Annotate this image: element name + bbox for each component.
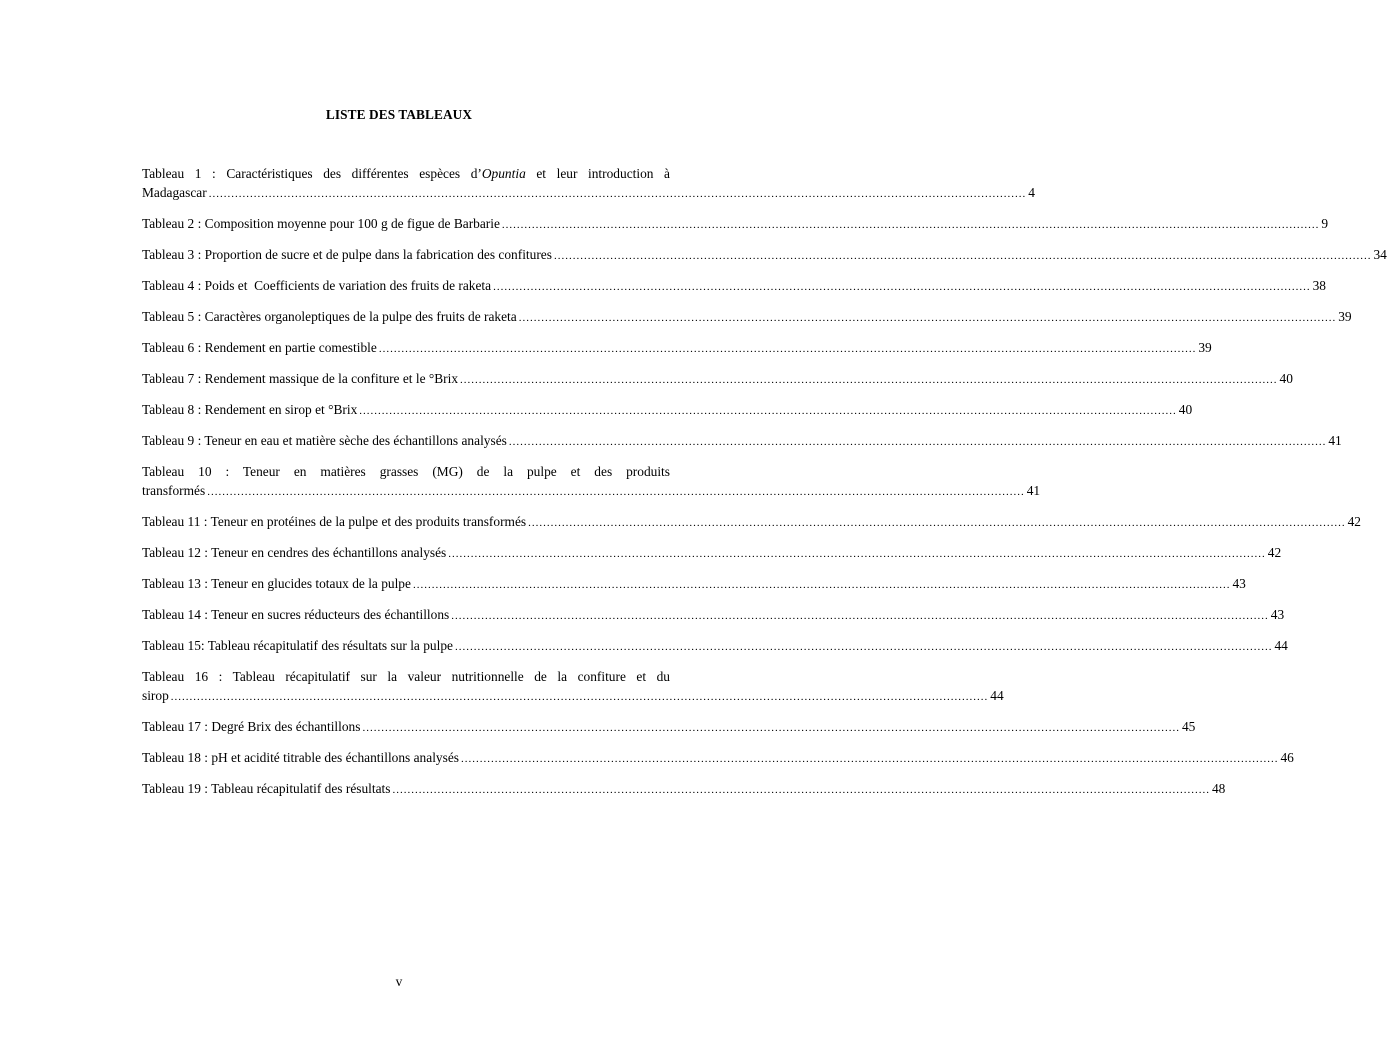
dot-leader: .......................................................................................................................................................................................................................... — [392, 784, 1210, 796]
genus-name: Opuntia — [481, 166, 526, 181]
toc-entry-text: Tableau 4 : Poids et Coefficients de variation des fruits de raketa — [142, 278, 492, 293]
dot-leader: .......................................................................................................................................................................................................................... — [518, 312, 1337, 324]
toc-entry-text: transformés — [142, 483, 206, 498]
dot-leader: .......................................................................................................................................................................................................................... — [207, 486, 1025, 498]
toc-entry-tableau-13[interactable] — [142, 574, 1246, 595]
toc-entry-tableau-6[interactable] — [142, 338, 1212, 359]
toc-page-number: 41 — [1026, 483, 1041, 498]
dot-leader: .......................................................................................................................................................................................................................... — [448, 548, 1266, 560]
toc-page-number: 39 — [1198, 340, 1212, 355]
toc-entry-text: Tableau 11 : Teneur en protéines de la pulpe et des produits transformés — [142, 514, 527, 529]
toc-page-number: 43 — [1270, 607, 1285, 622]
toc-page-number: 43 — [1232, 576, 1246, 591]
toc-entry-tableau-16[interactable] — [142, 667, 1004, 707]
toc-entry-first-line: Tableau 16 : Tableau récapitulatif sur la valeur nutritionnelle de la confiture et du — [142, 669, 670, 684]
dot-leader: .......................................................................................................................................................................................................................... — [460, 753, 1279, 765]
toc-page-number: 44 — [1274, 638, 1288, 653]
toc-entry-text: Tableau 6 : Rendement en partie comestible — [142, 340, 377, 355]
dot-leader: .......................................................................................................................................................................................................................... — [528, 517, 1346, 529]
dot-leader: .......................................................................................................................................................................................................................... — [359, 405, 1177, 417]
toc-entry-text: sirop — [142, 688, 169, 703]
toc-entry-text: Madagascar — [142, 185, 207, 200]
toc-entry-tableau-15[interactable] — [142, 636, 1288, 657]
toc-page-number: 39 — [1338, 309, 1352, 324]
toc-page-number: 40 — [1178, 402, 1193, 417]
toc-page-number: 38 — [1312, 278, 1326, 293]
dot-leader: .......................................................................................................................................................................................................................... — [501, 219, 1320, 231]
dot-leader: .......................................................................................................................................................................................................................... — [208, 188, 1027, 200]
toc-entry-tableau-3[interactable] — [142, 245, 1387, 266]
toc-page-number: 41 — [1328, 433, 1342, 448]
toc-page-number: 46 — [1280, 750, 1294, 765]
dot-leader: .......................................................................................................................................................................................................................... — [412, 579, 1231, 591]
toc-entry-text: Tableau 5 : Caractères organoleptiques de la pulpe des fruits de raketa — [142, 309, 517, 324]
table-list — [142, 164, 1387, 800]
toc-entry-text: Tableau 2 : Composition moyenne pour 100 g de figue de Barbarie — [142, 216, 500, 231]
toc-page-number: 42 — [1267, 545, 1282, 560]
toc-entry-tableau-2[interactable] — [142, 214, 1329, 235]
toc-page-number: 9 — [1321, 216, 1329, 231]
toc-page-number: 44 — [990, 688, 1004, 703]
toc-entry-tableau-19[interactable] — [142, 779, 1226, 800]
dot-leader: .......................................................................................................................................................................................................................... — [493, 281, 1311, 293]
toc-entry-tableau-5[interactable] — [142, 307, 1352, 328]
dot-leader: .......................................................................................................................................................................................................................... — [508, 436, 1327, 448]
dot-leader: .......................................................................................................................................................................................................................... — [451, 610, 1269, 622]
toc-entry-tableau-7[interactable] — [142, 369, 1293, 390]
toc-entry-first-line: Tableau 1 : Caractéristiques des différentes espèces d’Opuntia et leur introduction à — [142, 166, 671, 181]
toc-entry-tableau-17[interactable] — [142, 717, 1196, 738]
toc-entry-tableau-9[interactable] — [142, 431, 1342, 452]
toc-entry-text: Tableau 17 : Degré Brix des échantillons — [142, 719, 361, 734]
toc-entry-text: Tableau 14 : Teneur en sucres réducteurs des échantillons — [142, 607, 450, 622]
toc-page-number: 48 — [1211, 781, 1226, 796]
toc-entry-text: Tableau 19 : Tableau récapitulatif des résultats — [142, 781, 391, 796]
toc-page-number: 45 — [1181, 719, 1196, 734]
toc-page-number: 40 — [1279, 371, 1293, 386]
dot-leader: .......................................................................................................................................................................................................................... — [362, 722, 1180, 734]
dot-leader: .......................................................................................................................................................................................................................... — [454, 641, 1273, 653]
dot-leader: .......................................................................................................................................................................................................................... — [460, 374, 1278, 386]
dot-leader: .......................................................................................................................................................................................................................... — [170, 691, 989, 703]
toc-entry-tableau-8[interactable] — [142, 400, 1193, 421]
page-title: LISTE DES TABLEAUX — [325, 107, 473, 122]
toc-entry-tableau-12[interactable] — [142, 543, 1282, 564]
toc-entry-first-line: Tableau 10 : Teneur en matières grasses (MG) de la pulpe et des produits — [142, 464, 670, 479]
toc-entry-text: Tableau 3 : Proportion de sucre et de pulpe dans la fabrication des confitures — [142, 247, 552, 262]
toc-page-number: 34 — [1373, 247, 1387, 262]
toc-entry-text: Tableau 9 : Teneur en eau et matière sèche des échantillons analysés — [142, 433, 507, 448]
toc-entry-text: Tableau 8 : Rendement en sirop et °Brix — [142, 402, 358, 417]
toc-entry-text: Tableau 15: Tableau récapitulatif des résultats sur la pulpe — [142, 638, 453, 653]
dot-leader: .......................................................................................................................................................................................................................... — [553, 250, 1372, 262]
toc-entry-tableau-11[interactable] — [142, 512, 1361, 533]
toc-entry-tableau-4[interactable] — [142, 276, 1326, 297]
toc-entry-text: Tableau 13 : Teneur en glucides totaux de la pulpe — [142, 576, 411, 591]
toc-entry-tableau-10[interactable] — [142, 462, 1041, 502]
toc-entry-text: Tableau 7 : Rendement massique de la confiture et le °Brix — [142, 371, 459, 386]
toc-entry-tableau-18[interactable] — [142, 748, 1294, 769]
footer-page-number: v — [395, 974, 403, 989]
toc-entry-text: Tableau 18 : pH et acidité titrable des échantillons analysés — [142, 750, 459, 765]
toc-entry-text: Tableau 12 : Teneur en cendres des échantillons analysés — [142, 545, 447, 560]
toc-entry-tableau-1[interactable] — [142, 164, 1035, 204]
toc-entry-tableau-14[interactable] — [142, 605, 1285, 626]
toc-page-number: 42 — [1347, 514, 1361, 529]
dot-leader: .......................................................................................................................................................................................................................... — [378, 343, 1197, 355]
toc-page-number: 4 — [1028, 185, 1035, 200]
